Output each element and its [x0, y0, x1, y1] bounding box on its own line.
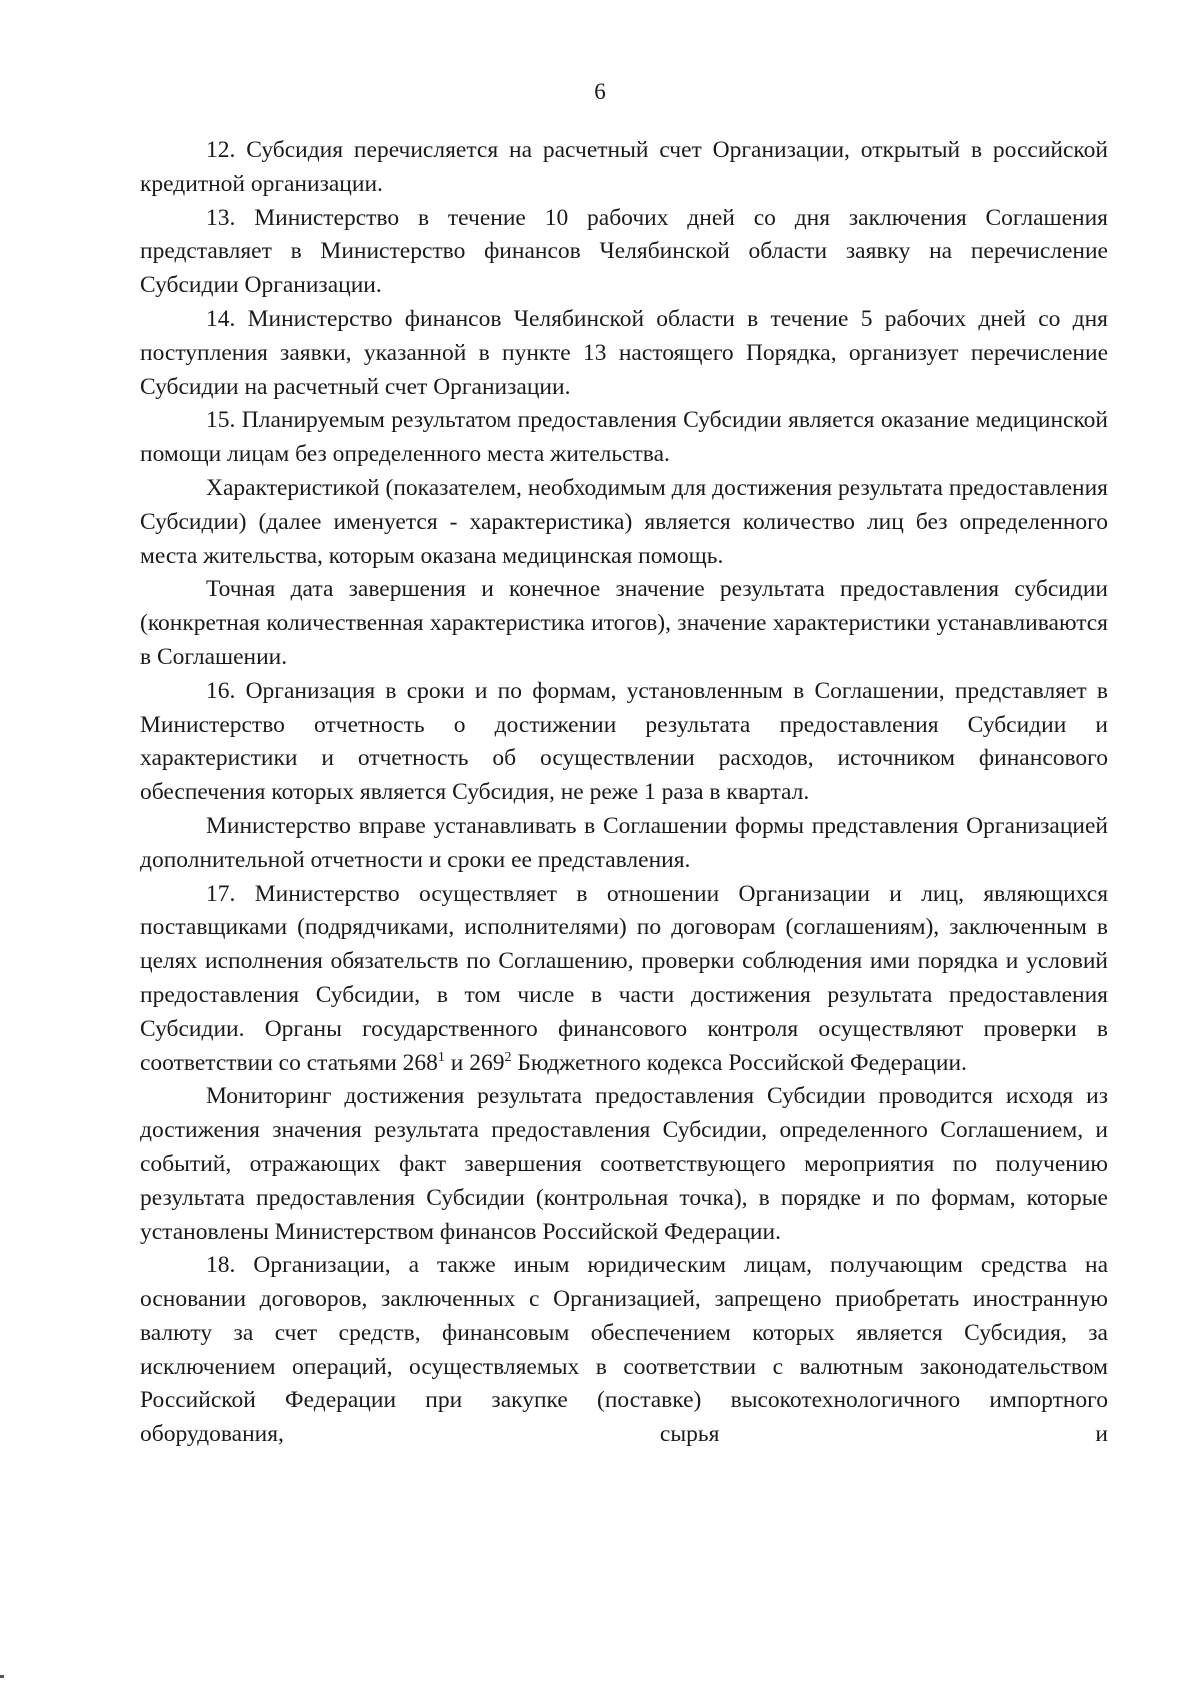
paragraph-14: 14. Министерство финансов Челябинской области в течение 5 рабочих дней со дня поступления заявки, указанной в пункте 13 настоящего Порядка, организует перечисление Субсидии на расчетный счет Организации. [140, 305, 1108, 400]
paragraph-16: 16. Организация в сроки и по формам, установленным в Соглашении, представляет в Министерство отчетность о достижении результата предоставления Субсидии и характеристики и отчетность об осуществлении расходов, источником финансового обеспечения которых является Субсидия, не реже 1 раза в квартал. [140, 677, 1108, 806]
superscript-1: 1 [437, 1049, 445, 1065]
paragraph-17-text-before: 17. Министерство осуществляет в отношении Организации и лиц, являющихся поставщиками (подрядчиками, исполнителями) по договорам (соглашениям), заключенным в целях исполнения обязательств по Соглашению, проверки соблюдения ими порядка и условий предоставления Субсидии, в том числе в части достижения результата предоставления Субсидии. Органы государственного финансового контроля осуществляют проверки в соответствии со статьями 268 [140, 880, 1108, 1076]
superscript-2: 2 [504, 1049, 512, 1065]
page-number: 6 [594, 79, 606, 104]
paragraph-additional-reporting: Министерство вправе устанавливать в Соглашении формы представления Организацией дополнительной отчетности и сроки ее представления. [140, 812, 1108, 873]
paragraph-17-text-middle: и 269 [444, 1049, 505, 1076]
paragraph-17 [140, 878, 1108, 1081]
paragraph-17-text-after: Бюджетного кодекса Российской Федерации. [511, 1049, 967, 1076]
paragraph-18: 18. Организации, а также иным юридическим лицам, получающим средства на основании договоров, заключенных с Организацией, запрещено приобретать иностранную валюту за счет средств, финансовым обеспечением которых является Субсидия, за исключением операций, осуществляемых в соответствии с валютным законодательством Российской Федерации при закупке (поставке) высокотехнологичного импортного оборудования, сырья и [140, 1252, 1108, 1448]
paragraph-characteristic: Характеристикой (показателем, необходимым для достижения результата предоставления Субсидии) (далее именуется - характеристика) является количество лиц без определенного места жительства, которым оказана медицинская помощь. [140, 474, 1108, 569]
document-body [140, 134, 1108, 1452]
scan-edge-mark [0, 1675, 4, 1678]
paragraph-15: 15. Планируемым результатом предоставления Субсидии является оказание медицинской помощи лицам без определенного места жительства. [140, 407, 1108, 468]
paragraph-13: 13. Министерство в течение 10 рабочих дней со дня заключения Соглашения представляет в Министерство финансов Челябинской области заявку на перечисление Субсидии Организации. [140, 204, 1108, 299]
paragraph-12: 12. Субсидия перечисляется на расчетный счет Организации, открытый в российской кредитной организации. [140, 137, 1108, 197]
paragraph-monitoring: Мониторинг достижения результата предоставления Субсидии проводится исходя из достижения значения результата предоставления Субсидии, определенного Соглашением, и событий, отражающих факт завершения соответствующего мероприятия по получению результата предоставления Субсидии (контрольная точка), в порядке и по формам, которые установлены Министерством финансов Российской Федерации. [140, 1083, 1108, 1245]
paragraph-exact-date: Точная дата завершения и конечное значение результата предоставления субсидии (конкретная количественная характеристика итогов), значение характеристики устанавливаются в Соглашении. [140, 576, 1108, 670]
